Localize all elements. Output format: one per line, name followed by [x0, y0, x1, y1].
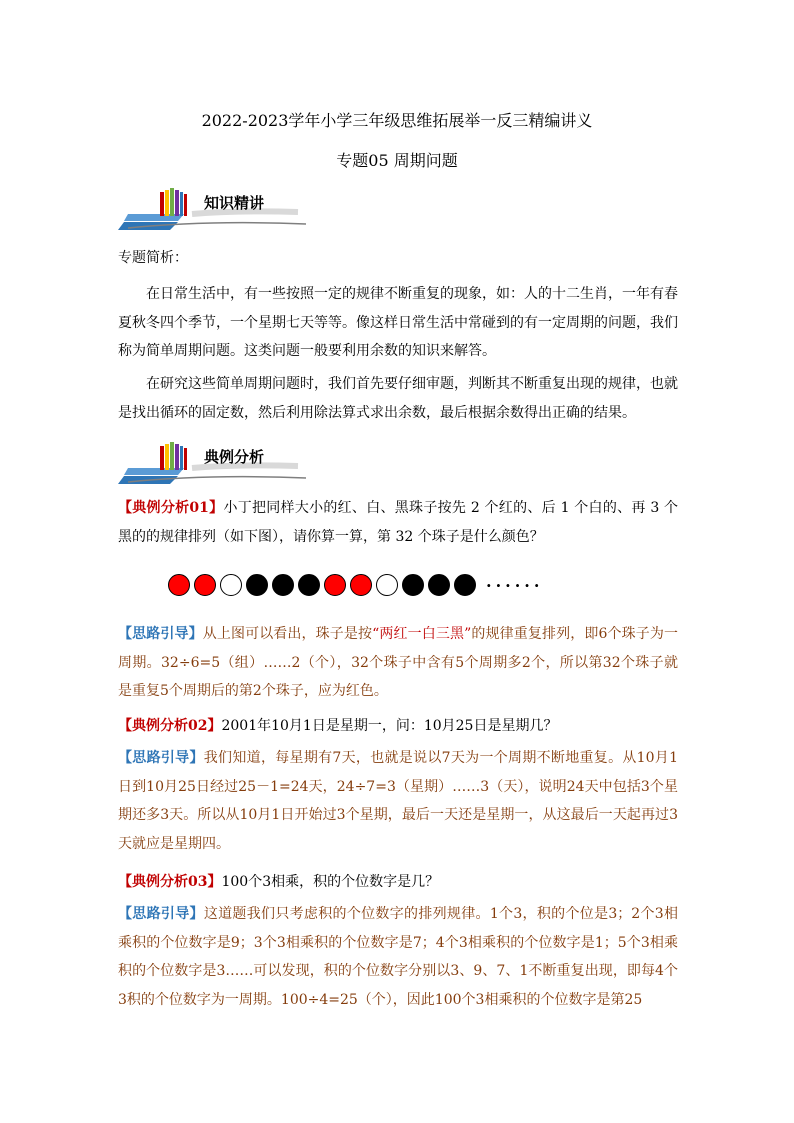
section-banner-knowledge [118, 184, 308, 232]
bead-black [428, 574, 450, 596]
example-2-text: 2001年10月1日是星期一，问：10月25日是星期几？ [221, 718, 558, 734]
bead-red [350, 574, 372, 596]
example-1-text: 小丁把同样大小的红、白、黑珠子按先 2 个红的、后 1 个白的、再 3 个黑的的规律排列（如下图），请你算一算，第 32 个珠子是什么颜色？ [118, 500, 679, 545]
guide-3-text: 这道题我们只考虑积的个位数字的排列规律。1个3，积的个位是3；2个3相乘积的个位数字是9；3个3相乘积的个位数字是7；4个3相乘积的个位数字是1；5个3相乘积的个位数字是3……可以发现，积的个位数字分别以3、9、7、1不断重复出现，即每4个3积的个位数字为一周期。100÷4=25（个），因此100个3相乘积的个位数字是第25 [118, 906, 678, 1008]
example-1 [118, 494, 678, 551]
example-3-tag: 【典例分析03】 [118, 874, 222, 890]
bead-black [454, 574, 476, 596]
bead-red [324, 574, 346, 596]
bead-row [168, 574, 588, 600]
bead-black [246, 574, 268, 596]
guide-1-quote: “两红一白三黑” [372, 626, 472, 642]
guide-1-text-b: 的规律重复排列，即6个珠子为一周期。32÷6=5（组）……2（个），32个珠子中含有5个周期多2个，所以第32个珠子就是重复5个周期后的第2个珠子，应为红色。 [118, 626, 679, 699]
bead-ellipsis: ······ [486, 575, 544, 595]
intro-paragraph-2: 在研究这些简单周期问题时，我们首先要仔细审题，判断其不断重复出现的规律，也就是找出循环的固定数，然后利用除法算式求出余数，最后根据余数得出正确的结果。 [118, 376, 678, 421]
bead-black [272, 574, 294, 596]
guide-1 [118, 620, 678, 706]
guide-3 [118, 900, 678, 1030]
bead-red [194, 574, 216, 596]
guide-1-tag: 【思路引导】 [118, 626, 203, 642]
bead-white [220, 574, 242, 596]
section-label: 专题简析： [118, 250, 188, 266]
guide-1-text-a: 从上图可以看出，珠子是按 [202, 626, 373, 642]
document-title: 2022-2023学年小学三年级思维拓展举一反三精编讲义 [201, 111, 593, 130]
bead-red [168, 574, 190, 596]
guide-2 [118, 744, 678, 858]
document-subtitle: 专题05 周期问题 [336, 151, 458, 170]
bead-black [402, 574, 424, 596]
guide-3-tag: 【思路引导】 [118, 906, 204, 922]
section-banner-examples [118, 438, 308, 486]
example-2-tag: 【典例分析02】 [118, 718, 222, 734]
bead-black [298, 574, 320, 596]
guide-2-text: 我们知道，每星期有7天，也就是说以7天为一个周期不断地重复。从10月1日到10月25日经过25－1=24天，24÷7=3（星期）……3（天），说明24天中包括3个星期还多3天。所以从10月1日开始过3个星期，最后一天还是星期一，从这最后一天起再过3天就应是星期四。 [118, 750, 678, 852]
section-heading-knowledge: 知识精讲 [204, 194, 265, 212]
example-3-text: 100个3相乘，积的个位数字是几？ [221, 874, 440, 890]
bead-white [376, 574, 398, 596]
example-2 [118, 712, 678, 741]
example-1-tag: 【典例分析01】 [118, 500, 224, 516]
example-3 [118, 868, 678, 897]
guide-2-tag: 【思路引导】 [118, 750, 204, 766]
section-heading-examples: 典例分析 [204, 448, 265, 466]
intro-paragraph-1: 在日常生活中，有一些按照一定的规律不断重复的现象，如：人的十二生肖，一年有春夏秋冬四个季节，一个星期七天等等。像这样日常生活中常碰到的有一定周期的问题，我们称为简单周期问题。这类问题一般要利用余数的知识来解答。 [118, 286, 678, 359]
